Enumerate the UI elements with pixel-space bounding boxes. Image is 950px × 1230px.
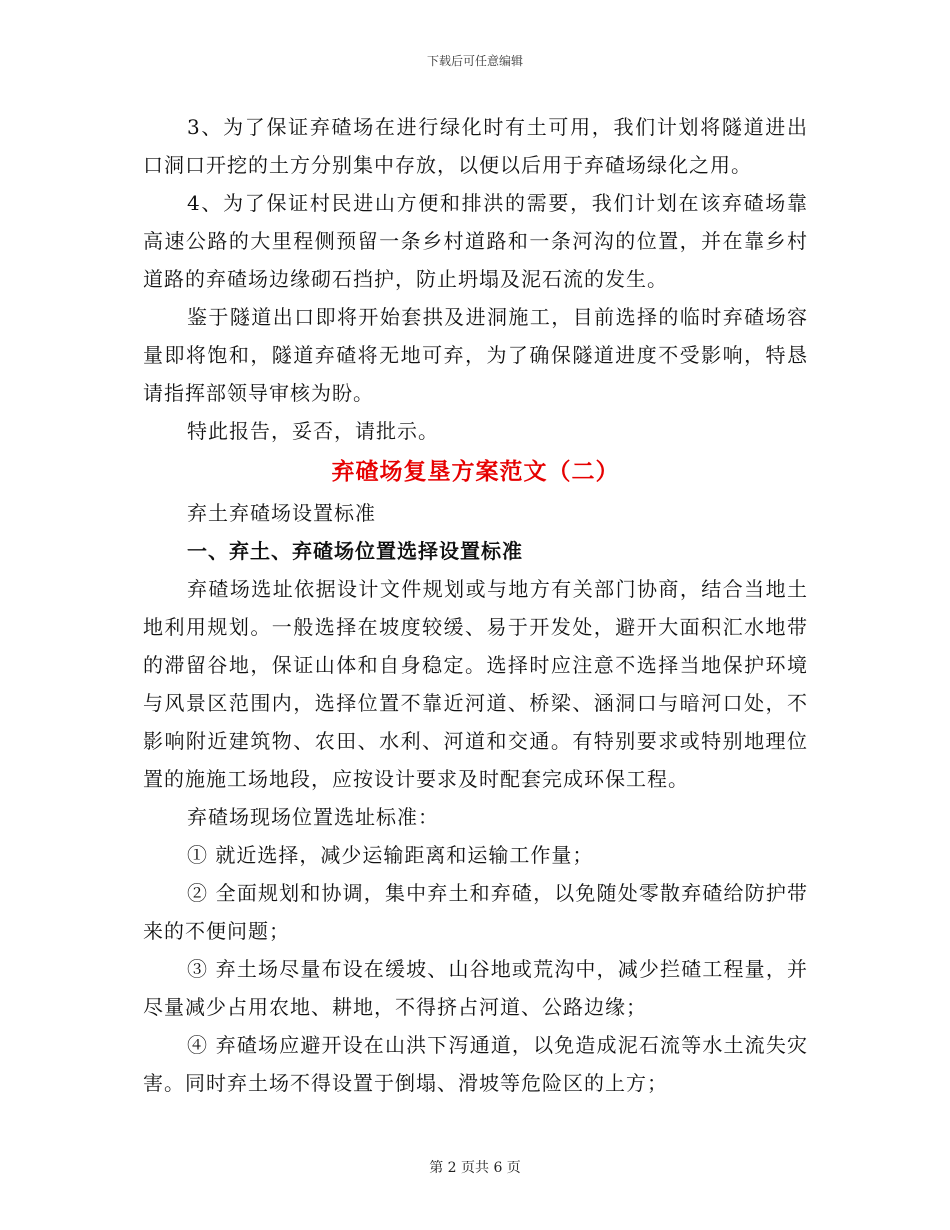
list-item-2: ② 全面规划和协调，集中弃土和弃碴，以免随处零散弃碴给防护带来的不便问题； [143, 881, 808, 943]
paragraph-item-4: 4、为了保证村民进山方便和排洪的需要，我们计划在该弃碴场靠高速公路的大里程侧预留一条乡村道路和一条河沟的位置，并在靠乡村道路的弃碴场边缘砌石挡护，防止坍塌及泥石流的发生。 [143, 191, 808, 291]
page-header: 下载后可任意编辑 [426, 54, 523, 68]
subtitle: 弃土弃碴场设置标准 [187, 501, 376, 525]
heading-1: 一、弃土、弃碴场位置选择设置标准 [187, 539, 523, 563]
list-item-3: ③ 弃土场尽量布设在缓坡、山谷地或荒沟中，减少拦碴工程量，并尽量减少占用农地、耕地，不得挤占河道、公路边缘； [143, 957, 808, 1019]
list-item-1: ① 就近选择，减少运输距离和运输工作量； [187, 843, 594, 867]
document-body [143, 108, 808, 1102]
paragraph-item-3: 3、为了保证弃碴场在进行绿化时有土可用，我们计划将隧道进出口洞口开挖的土方分别集中存放，以便以后用于弃碴场绿化之用。 [143, 115, 808, 177]
list-item-4: ④ 弃碴场应避开设在山洪下泻通道，以免造成泥石流等水土流失灾害。同时弃土场不得设置于倒塌、滑坡等危险区的上方； [143, 1033, 808, 1095]
paragraph-closing: 特此报告，妥否，请批示。 [187, 419, 439, 443]
body-paragraph-site-selection: 弃碴场选址依据设计文件规划或与地方有关部门协商，结合当地土地利用规划。一般选择在坡度较缓、易于开发处，避开大面积汇水地带的滞留谷地，保证山体和自身稳定。选择时应注意不选择当地保护环境与风景区范围内，选择位置不靠近河道、桥梁、涵洞口与暗河口处，不影响附近建筑物、农田、水利、河道和交通。有特别要求或特别地理位置的施施工场地段，应按设计要求及时配套完成环保工程。 [143, 577, 808, 791]
page-footer: 第 2 页共 6 页 [429, 1160, 521, 1176]
body-paragraph-standards-intro: 弃碴场现场位置选址标准： [187, 805, 439, 829]
section-title: 弃碴场复垦方案范文（二） [331, 459, 620, 485]
paragraph-request: 鉴于隧道出口即将开始套拱及进洞施工，目前选择的临时弃碴场容量即将饱和，隧道弃碴将无地可弃，为了确保隧道进度不受影响，特恳请指挥部领导审核为盼。 [143, 305, 808, 405]
